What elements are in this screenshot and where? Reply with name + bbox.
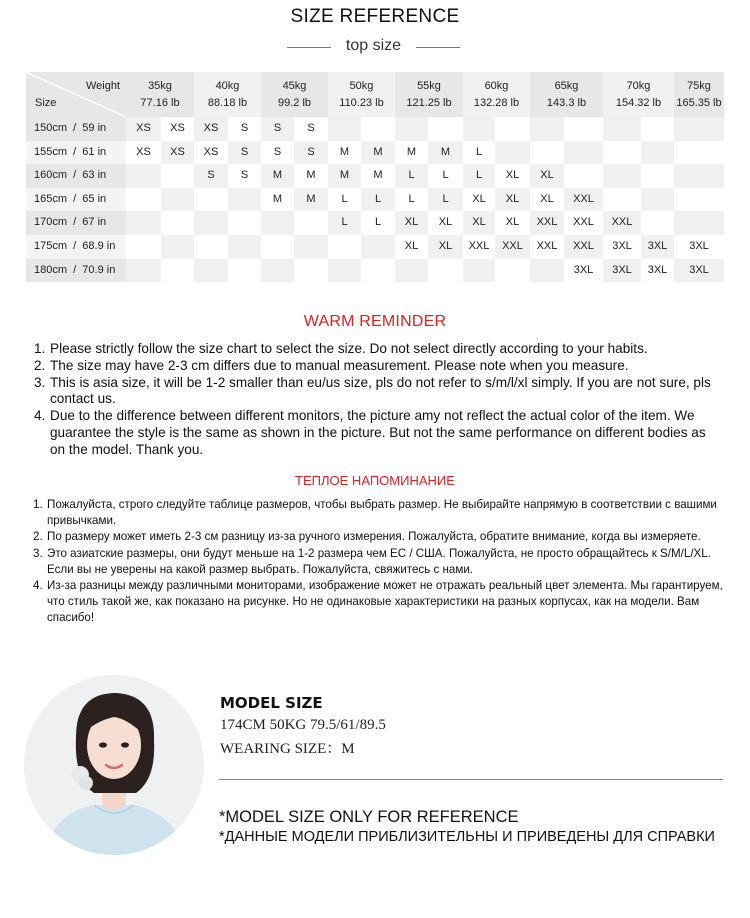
size-cell: XS bbox=[126, 117, 161, 141]
warm-reminder-title: WARM REMINDER bbox=[303, 313, 447, 330]
weight-kg: 55kg bbox=[417, 80, 441, 92]
height-row-label: 165cm / 65 in bbox=[26, 188, 126, 212]
size-cell bbox=[495, 259, 530, 283]
size-cell: L bbox=[395, 164, 428, 188]
list-item-number: 1. bbox=[34, 341, 46, 356]
size-cell bbox=[395, 117, 428, 141]
size-cell bbox=[228, 235, 261, 259]
size-cell bbox=[428, 259, 463, 283]
weight-kg: 50kg bbox=[349, 80, 374, 92]
size-cell: XL bbox=[495, 188, 530, 212]
list-item-number: 2. bbox=[33, 530, 43, 544]
size-cell: M bbox=[261, 164, 294, 188]
size-cell: XL bbox=[395, 211, 428, 235]
height-row-label: 180cm / 70.9 in bbox=[26, 259, 126, 283]
warm-reminder-ru-title: ТЕПЛОЕ НАПОМИНАНИЕ bbox=[295, 473, 455, 488]
weight-kg: 45kg bbox=[282, 80, 307, 92]
list-item-text: Из-за разницы между различными мониторами, изображение может не отражать реальный цвет элемента. Мы гарантируем, что стиль такой же, как показано на рисунке. Но не одинаковые характеристики на разных корпусах, как на модели. Вам спасибо! bbox=[47, 579, 723, 625]
weight-lb: 99.2 lb bbox=[277, 97, 312, 109]
size-cell: XL bbox=[463, 211, 495, 235]
size-cell: S bbox=[228, 141, 261, 165]
size-cell bbox=[495, 117, 530, 141]
weight-header-35kg bbox=[126, 72, 194, 117]
list-item bbox=[33, 529, 725, 545]
size-cell bbox=[463, 259, 495, 283]
size-cell bbox=[463, 117, 495, 141]
size-cell: M bbox=[328, 164, 361, 188]
size-cell bbox=[674, 188, 724, 212]
model-wearing-size: WEARING SIZE：M bbox=[220, 741, 355, 757]
size-cell bbox=[294, 259, 328, 283]
size-cell: XXL bbox=[564, 188, 603, 212]
weight-lb: 77.16 lb bbox=[140, 97, 180, 109]
size-cell: XS bbox=[126, 141, 161, 165]
size-cell bbox=[294, 211, 328, 235]
size-cell: L bbox=[395, 188, 428, 212]
weight-header-65kg bbox=[530, 72, 603, 117]
list-item-text: The size may have 2-3 cm differs due to manual measurement. Please note when you measure. bbox=[50, 357, 629, 373]
size-cell bbox=[328, 117, 361, 141]
weight-lb: 110.23 lb bbox=[339, 97, 384, 109]
size-cell bbox=[603, 188, 641, 212]
size-cell: S bbox=[228, 117, 261, 141]
size-cell: XS bbox=[161, 141, 194, 165]
size-cell bbox=[126, 164, 161, 188]
size-cell: S bbox=[294, 117, 328, 141]
weight-header-40kg bbox=[194, 72, 261, 117]
size-chart-table bbox=[26, 72, 724, 282]
weight-header-label: Weight bbox=[85, 80, 120, 92]
divider-left bbox=[287, 47, 331, 48]
size-cell: XXL bbox=[530, 211, 564, 235]
size-cell: XXL bbox=[564, 235, 603, 259]
size-cell bbox=[228, 211, 261, 235]
list-item-number: 4. bbox=[34, 408, 46, 424]
weight-lb: 154.32 lb bbox=[615, 97, 662, 109]
list-item bbox=[34, 358, 724, 375]
size-cell bbox=[674, 164, 724, 188]
height-row-label: 150cm / 59 in bbox=[26, 117, 126, 141]
height-row-label: 155cm / 61 in bbox=[26, 141, 126, 165]
weight-lb: 165.35 lb bbox=[676, 97, 722, 109]
size-cell bbox=[328, 259, 361, 283]
size-cell bbox=[261, 235, 294, 259]
divider-right bbox=[416, 47, 460, 48]
size-cell bbox=[603, 141, 641, 165]
weight-kg: 40kg bbox=[215, 80, 240, 92]
height-row-label: 170cm / 67 in bbox=[26, 211, 126, 235]
size-cell: XXL bbox=[463, 235, 495, 259]
size-cell bbox=[161, 211, 194, 235]
height-row-label: 160cm / 63 in bbox=[26, 164, 126, 188]
size-cell: XXL bbox=[495, 235, 530, 259]
size-cell bbox=[530, 141, 564, 165]
model-portrait-illustration bbox=[24, 675, 204, 855]
size-cell: S bbox=[261, 141, 294, 165]
size-cell: L bbox=[463, 164, 495, 188]
size-cell: M bbox=[428, 141, 463, 165]
size-cell bbox=[261, 211, 294, 235]
size-cell: XXL bbox=[603, 211, 641, 235]
list-item-text: Это азиатские размеры, они будут меньше на 1-2 размера чем ЕС / США. Пожалуйста, не просто обращайтесь к S/M/L/XL. Если вы не уверены на какой размер выбрать. Пожалуйста, свяжитесь с нами. bbox=[47, 546, 711, 576]
size-cell bbox=[395, 259, 428, 283]
size-cell: XL bbox=[428, 211, 463, 235]
size-cell bbox=[126, 211, 161, 235]
weight-lb: 143.3 lb bbox=[546, 97, 587, 109]
size-cell: XS bbox=[194, 117, 228, 141]
size-cell bbox=[641, 211, 674, 235]
size-cell bbox=[126, 259, 161, 283]
size-cell: L bbox=[328, 188, 361, 212]
size-cell: 3XL bbox=[564, 259, 603, 283]
size-cell: L bbox=[328, 211, 361, 235]
table-corner-header bbox=[26, 72, 126, 117]
size-cell bbox=[603, 164, 641, 188]
size-cell: S bbox=[261, 117, 294, 141]
size-cell bbox=[228, 259, 261, 283]
size-cell: XXL bbox=[530, 235, 564, 259]
weight-kg: 35kg bbox=[148, 80, 172, 92]
size-cell bbox=[564, 141, 603, 165]
size-cell: XL bbox=[495, 211, 530, 235]
size-cell bbox=[530, 259, 564, 283]
list-item bbox=[33, 497, 725, 529]
weight-header-55kg bbox=[395, 72, 463, 117]
weight-lb: 121.25 lb bbox=[406, 97, 452, 109]
size-cell: M bbox=[395, 141, 428, 165]
size-cell bbox=[603, 117, 641, 141]
corner-diagonal-line bbox=[26, 72, 126, 117]
list-item-number: 1. bbox=[33, 498, 43, 511]
list-item-number: 3. bbox=[33, 546, 43, 560]
size-cell bbox=[194, 211, 228, 235]
size-cell bbox=[126, 235, 161, 259]
size-cell bbox=[428, 117, 463, 141]
size-cell: XL bbox=[530, 188, 564, 212]
list-item-number: 3. bbox=[34, 374, 46, 390]
list-item-number: 2. bbox=[34, 357, 46, 373]
model-measurements: 174CM 50KG 79.5/61/89.5 bbox=[220, 717, 386, 733]
size-cell: M bbox=[294, 188, 328, 212]
size-cell bbox=[495, 141, 530, 165]
size-cell bbox=[161, 259, 194, 283]
model-divider bbox=[219, 779, 723, 780]
size-cell bbox=[641, 188, 674, 212]
model-reference-note: *MODEL SIZE ONLY FOR REFERENCE bbox=[219, 808, 519, 826]
size-cell: 3XL bbox=[603, 259, 641, 283]
size-cell bbox=[194, 259, 228, 283]
size-cell bbox=[328, 235, 361, 259]
size-cell: XL bbox=[495, 164, 530, 188]
model-reference-note-ru: *ДАННЫЕ МОДЕЛИ ПРИБЛИЗИТЕЛЬНЫ И ПРИВЕДЕНЫ ДЛЯ СПРАВКИ bbox=[219, 829, 715, 845]
size-cell bbox=[564, 117, 603, 141]
list-item-text: This is asia size, it will be 1-2 smaller than eu/us size, pls do not refer to s/m/l/xl simply. If you are not sure, pls contact us. bbox=[50, 374, 711, 407]
list-item bbox=[33, 578, 725, 627]
size-cell bbox=[641, 141, 674, 165]
size-cell bbox=[261, 259, 294, 283]
size-cell: XS bbox=[194, 141, 228, 165]
size-cell bbox=[361, 259, 395, 283]
page-subtitle: top size bbox=[345, 37, 402, 54]
weight-header-50kg bbox=[328, 72, 395, 117]
weight-kg: 75kg bbox=[687, 80, 711, 92]
size-cell: M bbox=[328, 141, 361, 165]
weight-kg: 70kg bbox=[626, 80, 651, 92]
size-cell: S bbox=[228, 164, 261, 188]
size-cell: XS bbox=[161, 117, 194, 141]
weight-kg: 60kg bbox=[484, 80, 509, 92]
size-cell: M bbox=[294, 164, 328, 188]
weight-lb: 88.18 lb bbox=[207, 97, 248, 109]
height-row-label: 175cm / 68.9 in bbox=[26, 235, 126, 259]
size-cell: M bbox=[261, 188, 294, 212]
size-cell bbox=[194, 235, 228, 259]
size-cell: L bbox=[428, 188, 463, 212]
size-cell bbox=[361, 117, 395, 141]
size-cell: M bbox=[361, 141, 395, 165]
weight-lb: 132.28 lb bbox=[473, 97, 520, 109]
size-cell: XXL bbox=[564, 211, 603, 235]
size-cell: 3XL bbox=[641, 259, 674, 283]
size-cell bbox=[530, 117, 564, 141]
size-cell: L bbox=[428, 164, 463, 188]
size-cell: L bbox=[463, 141, 495, 165]
list-item bbox=[34, 341, 724, 358]
size-cell: XL bbox=[463, 188, 495, 212]
list-item bbox=[34, 375, 724, 409]
size-cell: XL bbox=[395, 235, 428, 259]
list-item bbox=[33, 546, 725, 578]
model-photo bbox=[24, 675, 204, 855]
size-cell bbox=[641, 117, 674, 141]
size-cell bbox=[161, 188, 194, 212]
warm-reminder-list bbox=[34, 341, 724, 459]
size-cell: S bbox=[294, 141, 328, 165]
size-cell bbox=[564, 164, 603, 188]
list-item-text: Please strictly follow the size chart to select the size. Do not select directly according to your habits. bbox=[50, 341, 648, 356]
list-item-text: Пожалуйста, строго следуйте таблице размеров, чтобы выбрать размер. Не выбирайте напрямую в соответствии с вашими привычками. bbox=[47, 498, 717, 528]
size-cell: S bbox=[194, 164, 228, 188]
size-cell bbox=[674, 211, 724, 235]
subtitle-row bbox=[0, 37, 750, 57]
size-cell bbox=[194, 188, 228, 212]
warm-reminder-ru-list bbox=[33, 497, 725, 627]
size-header-label: Size bbox=[35, 97, 57, 109]
list-item-text: Due to the difference between different monitors, the picture amy not reflect the actual color of the item. We guarantee the style is the same as shown in the picture. But not the same performance on different bodies as on the model. Thank you. bbox=[50, 408, 706, 457]
weight-header-45kg bbox=[261, 72, 328, 117]
size-cell: XL bbox=[428, 235, 463, 259]
size-cell bbox=[674, 141, 724, 165]
page-title: SIZE REFERENCE bbox=[290, 6, 460, 27]
weight-header-75kg bbox=[674, 72, 724, 117]
list-item bbox=[34, 408, 724, 458]
size-cell: L bbox=[361, 211, 395, 235]
size-cell bbox=[161, 235, 194, 259]
size-cell: M bbox=[361, 164, 395, 188]
size-cell: 3XL bbox=[641, 235, 674, 259]
weight-kg: 65kg bbox=[554, 80, 579, 92]
list-item-number: 4. bbox=[33, 579, 43, 593]
size-cell bbox=[126, 188, 161, 212]
size-cell: L bbox=[361, 188, 395, 212]
model-size-title: MODEL SIZE bbox=[220, 694, 323, 712]
size-cell: 3XL bbox=[674, 235, 724, 259]
list-item-text: По размеру может иметь 2-3 см разницу из-за ручного измерения. Пожалуйста, обратите внимание, когда вы измеряете. bbox=[47, 530, 701, 544]
size-cell bbox=[161, 164, 194, 188]
size-cell bbox=[294, 235, 328, 259]
size-cell bbox=[361, 235, 395, 259]
weight-header-70kg bbox=[603, 72, 674, 117]
size-cell: 3XL bbox=[674, 259, 724, 283]
size-cell bbox=[674, 117, 724, 141]
size-cell: XL bbox=[530, 164, 564, 188]
size-cell: 3XL bbox=[603, 235, 641, 259]
weight-header-60kg bbox=[463, 72, 530, 117]
size-cell bbox=[641, 164, 674, 188]
size-cell bbox=[228, 188, 261, 212]
